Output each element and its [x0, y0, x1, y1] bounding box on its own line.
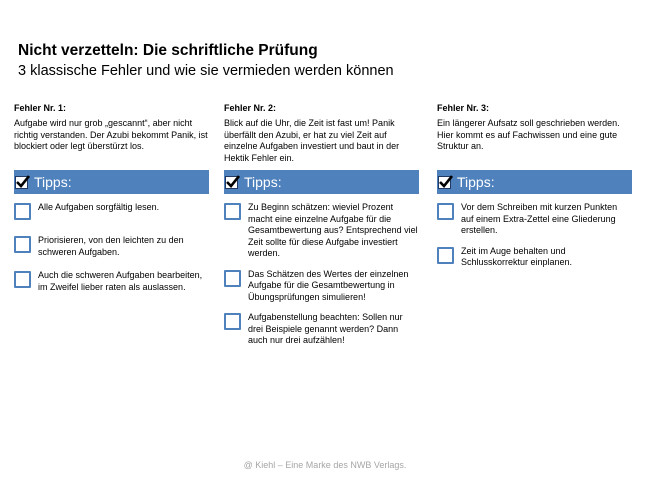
checkbox-icon[interactable]: [14, 203, 31, 220]
error-heading: Fehler Nr. 2:: [224, 103, 277, 113]
checkbox-icon[interactable]: [224, 203, 241, 220]
tip-text: Auch die schweren Aufgaben bearbeiten, im Zweifel lieber raten als auslassen.: [38, 270, 203, 292]
checkbox-icon[interactable]: [224, 313, 241, 330]
tip-item: [14, 270, 209, 293]
error-heading: Fehler Nr. 1:: [14, 103, 67, 113]
checkbox-icon[interactable]: [224, 270, 241, 287]
checkbox-icon[interactable]: [437, 203, 454, 220]
checkbox-icon[interactable]: [437, 247, 454, 264]
tip-item: [437, 246, 632, 269]
checkmark-icon: [438, 176, 451, 189]
tip-text: Aufgabenstellung beachten: Sollen nur drei Beispiele genannt werden? Dann auch nur drei aufzählen!: [248, 312, 403, 345]
error-description: Ein längerer Aufsatz soll geschrieben werden. Hier kommt es auf Fachwissen und eine gute Struktur an.: [437, 118, 620, 151]
tip-item: [224, 269, 419, 304]
tip-text: Alle Aufgaben sorgfältig lesen.: [38, 202, 160, 212]
error-description: Aufgabe wird nur grob „gescannt“, aber nicht richtig verstanden. Der Azubi bekommt Panik, ist blockiert oder legt überstürzt los.: [14, 118, 208, 151]
checkbox-icon[interactable]: [14, 236, 31, 253]
error-description: Blick auf die Uhr, die Zeit ist fast um! Panik überfällt den Azubi, er hat zu viel Zeit auf einzelne Aufgaben investiert und baut in der Hektik Fehler ein.: [224, 118, 400, 163]
tip-text: Zu Beginn schätzen: wieviel Prozent macht eine einzelne Aufgabe für die Gesamtbewertung aus? Entsprechend viel Zeit sollte für diese Aufgabe investiert werden.: [248, 202, 418, 258]
tip-item: [224, 202, 419, 260]
tips-header: [14, 170, 209, 194]
checkbox-icon[interactable]: [14, 271, 31, 288]
tips-label: Tipps:: [244, 174, 282, 190]
error-column-3: [437, 103, 632, 278]
checkmark-icon: [15, 176, 28, 189]
tips-header: [224, 170, 419, 194]
checkmark-icon: [225, 176, 238, 189]
error-heading: Fehler Nr. 3:: [437, 103, 490, 113]
copyright-footer: @ Kiehl – Eine Marke des NWB Verlags.: [243, 460, 407, 470]
tip-item: [14, 235, 209, 258]
tip-text: Priorisieren, von den leichten zu den schweren Aufgaben.: [38, 235, 184, 257]
tips-label: Tipps:: [457, 174, 495, 190]
tip-text: Zeit im Auge behalten und Schlusskorrektur einplanen.: [461, 245, 573, 267]
page-subtitle: 3 klassische Fehler und wie sie vermieden werden können: [18, 63, 394, 79]
tips-header: [437, 170, 632, 194]
tip-text: Das Schätzen des Wertes der einzelnen Aufgabe für die Gesamtbewertung in Übungsprüfungen simulieren!: [248, 268, 409, 302]
error-column-1: [14, 103, 209, 302]
tip-item: [224, 312, 419, 347]
error-column-2: [224, 103, 419, 356]
tip-text: Vor dem Schreiben mit kurzen Punkten auf einem Extra-Zettel eine Gliederung erstellen.: [461, 202, 618, 235]
tips-label: Tipps:: [34, 174, 72, 190]
tip-item: [14, 202, 209, 220]
tip-item: [437, 202, 632, 237]
page-title: Nicht verzetteln: Die schriftliche Prüfung: [18, 42, 318, 59]
